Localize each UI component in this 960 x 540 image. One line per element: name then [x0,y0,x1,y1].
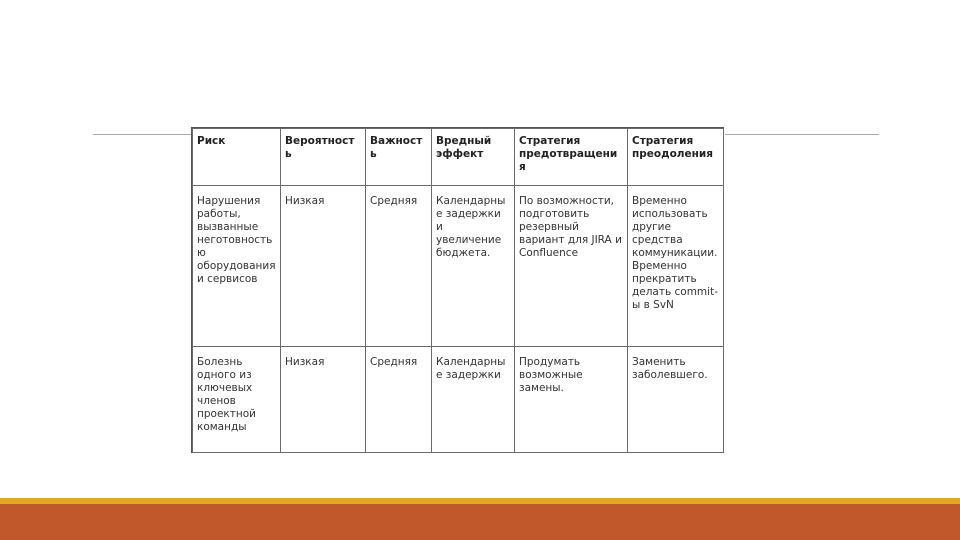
table-cell: Календарные задержки [432,347,515,453]
table-cell: Нарушения работы, вызванные неготовностью оборудования и сервисов [193,186,281,347]
table-cell: Заменить заболевшего. [628,347,724,453]
header-mitigation-strategy: Стратегия преодоления [628,129,724,186]
table-cell: Средняя [366,347,432,453]
header-risk: Риск [193,129,281,186]
table-cell: Продумать возможные замены. [515,347,628,453]
table-cell: Болезнь одного из ключевых членов проектной команды [193,347,281,453]
table-cell: По возможности, подготовить резервный вариант для JIRA и Confluence [515,186,628,347]
title-rule-right [725,134,879,135]
table-cell: Средняя [366,186,432,347]
header-harmful-effect: Вредный эффект [432,129,515,186]
title-rule-left [93,134,191,135]
header-probability: Вероятность [281,129,366,186]
header-importance: Важность [366,129,432,186]
table-cell: Низкая [281,347,366,453]
table-row [193,186,724,347]
table-cell: Календарные задержки и увеличение бюджета. [432,186,515,347]
footer-bar [0,504,960,540]
table-header-row [193,129,724,186]
risk-table [191,127,724,453]
header-prevention-strategy: Стратегия предотвращения [515,129,628,186]
table-cell: Низкая [281,186,366,347]
table-row [193,347,724,453]
table-cell: Временно использовать другие средства коммуникации. Временно прекратить делать commit-ы в SvN [628,186,724,347]
